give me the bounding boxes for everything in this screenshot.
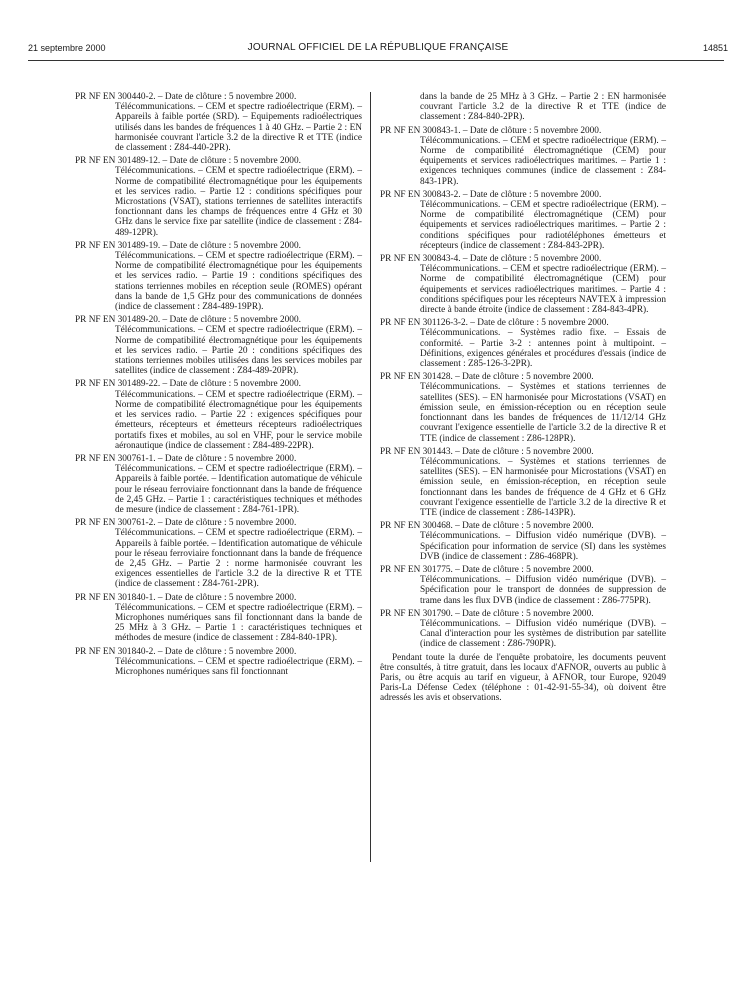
entry-body: Télécommunications. – CEM et spectre radioélectrique (ERM). – Norme de compatibilité électromagnétique (CEM) pour équipements et services radioélectriques maritimes. – Partie 1 : exigences techniques communes (indice de classement : Z84-843-1PR). [420, 135, 666, 187]
list-item [75, 647, 362, 678]
closing-paragraph: Pendant toute la durée de l'enquête probatoire, les documents peuvent être consultés, à titre gratuit, dans les locaux d'AFNOR, ouverts au public à Paris, ou être acquis au tarif en vigueur, à AFNOR, tour Europe, 92049 Paris-La Défense Cedex (téléphone : 01-42-91-55-34), où doivent être adressés les avis et observations. [380, 652, 666, 704]
left-column [75, 92, 362, 680]
list-item [75, 518, 362, 589]
list-item [380, 372, 666, 443]
list-item [75, 379, 362, 450]
entry-body: Télécommunications. – CEM et spectre radioélectrique (ERM). – Norme de compatibilité électromagnétique (CEM) pour équipements et services radioélectriques maritimes. – Partie 4 : conditions spécifiques pour les récepteurs NAVTEX à impression directe à bande étroite (indice de classement : Z84-843-4PR). [420, 264, 666, 316]
list-item [75, 315, 362, 376]
entry-body: Télécommunications. – Diffusion vidéo numérique (DVB). – Spécification pour le transport de données de suppression de trame dans les flux DVB (indice de classement : Z86-775PR). [420, 575, 666, 606]
list-item [75, 454, 362, 515]
list-item [380, 447, 666, 518]
list-item [380, 254, 666, 315]
right-column [380, 92, 666, 704]
entry-head: PR NF EN 301840-1. – Date de clôture : 5 novembre 2000. [75, 592, 297, 603]
entry-head: PR NF EN 301775. – Date de clôture : 5 novembre 2000. [380, 564, 594, 575]
entry-body: Télécommunications. – CEM et spectre radioélectrique (ERM). – Norme de compatibilité électromagnétique pour les équipements et les services radio. – Partie 22 : exigences spécifiques pour émetteurs, récepteurs et émetteurs récepteurs radioélectriques portatifs fixes et mobiles, au sol en VHF, pour le service mobile aéronautique (indice de classement : Z84-489-22PR). [115, 389, 362, 451]
entry-body: Télécommunications. – CEM et spectre radioélectrique (ERM). – Microphones numériques sans fil fonctionnant [115, 656, 362, 677]
list-item [75, 92, 362, 153]
entry-head: PR NF EN 301489-19. – Date de clôture : 5 novembre 2000. [75, 240, 301, 251]
list-item [380, 126, 666, 187]
entry-head: PR NF EN 301126-3-2. – Date de clôture : 5 novembre 2000. [380, 318, 609, 329]
entry-continuation: dans la bande de 25 MHz à 3 GHz. – Partie 2 : EN harmonisée couvrant l'article 3.2 de la directive R et TTE (indice de classement : Z84-840-2PR). [420, 92, 666, 123]
list-item [380, 190, 666, 251]
header-date: 21 septembre 2000 [28, 43, 106, 53]
entry-head: PR NF EN 301489-12. – Date de clôture : 5 novembre 2000. [75, 156, 301, 167]
list-item [380, 565, 666, 606]
list-item [75, 593, 362, 644]
list-item [380, 609, 666, 650]
page-number: 14851 [702, 43, 728, 53]
entry-body: Télécommunications. – CEM et spectre radioélectrique (ERM). – Norme de compatibilité électromagnétique pour les équipements et les services radio. – Partie 19 : conditions spécifiques des stations terriennes mobiles en réception seule (ROMES) opérant dans la bande de 1,5 GHz pour des communications de données (indice de classement : Z84-489-19PR). [115, 251, 362, 313]
column-divider [370, 92, 371, 862]
entry-head: PR NF EN 300468. – Date de clôture : 5 novembre 2000. [380, 521, 594, 532]
entry-body: Télécommunications. – CEM et spectre radioélectrique (ERM). – Microphones numériques sans fil fonctionnant dans la bande de 25 MHz à 3 GHz. – Partie 1 : caractéristiques techniques et méthodes de mesure (indice de classement : Z84-840-1PR). [115, 602, 362, 644]
entry-head: PR NF EN 300440-2. – Date de clôture : 5 novembre 2000. [75, 92, 297, 102]
entry-head: PR NF EN 301428. – Date de clôture : 5 novembre 2000. [380, 372, 594, 383]
entry-body: Télécommunications. – Diffusion vidéo numérique (DVB). – Canal d'interaction pour les systèmes de distribution par satellite (indice de classement : Z86-790PR). [420, 618, 666, 650]
list-item [75, 156, 362, 238]
entry-head: PR NF EN 300843-2. – Date de clôture : 5 novembre 2000. [380, 189, 602, 200]
entry-head: PR NF EN 300843-1. – Date de clôture : 5 novembre 2000. [380, 125, 602, 136]
list-item [380, 521, 666, 562]
list-item [380, 92, 666, 123]
entry-body: Télécommunications. – CEM et spectre radioélectrique (ERM). – Norme de compatibilité électromagnétique pour les équipements et les services radio. – Partie 12 : conditions spécifiques pour Microstations (VSAT), stations terriennes de satellites interactifs fonctionnant dans les champs de fréquences entre 4 GHz et 30 GHz dans le service fixe par satellite (indice de classement : Z84-489-12PR). [115, 166, 362, 238]
entry-body: Télécommunications. – CEM et spectre radioélectrique (ERM). – Appareils à faible portée (SRD). – Equipements radioélectriques utilisés dans les bandes de fréquences 1 à 40 GHz. – Partie 2 : EN harmonisée couvrant l'article 3.2 de la directive R et TTE (indice de classement : Z84-440-2PR). [115, 102, 362, 154]
entry-head: PR NF EN 300843-4. – Date de clôture : 5 novembre 2000. [380, 254, 602, 265]
entry-body: Télécommunications. – CEM et spectre radioélectrique (ERM). – Norme de compatibilité électromagnétique pour les équipements et les services radio. – Partie 20 : conditions spécifiques des stations terriennes mobiles utilisées dans les services mobiles par satellites (indice de classement : Z84-489-20PR). [115, 325, 362, 377]
entry-body: Télécommunications. – CEM et spectre radioélectrique (ERM). – Norme de compatibilité électromagnétique (CEM) pour équipements et services radioélectriques maritimes. – Partie 2 : conditions spécifiques pour radiotéléphones émetteurs et récepteurs (indice de classement : Z84-843-2PR). [420, 200, 666, 251]
list-item [380, 318, 666, 369]
entry-body: Télécommunications. – Systèmes et stations terriennes de satellites (SES). – EN harmonisée pour Microstations (VSAT) en émission seule, en émission-réception, en réception seule fonctionnant dans les bandes de fréquence de 4 GHz et 6 GHz couvrant l'exigence essentielle de l'article 3.2 de la directive R et TTE (indice de classement : Z86-143PR). [420, 456, 666, 518]
entry-body: Télécommunications. – CEM et spectre radioélectrique (ERM). – Appareils à faible portée. – Identification automatique de véhicule pour le réseau ferroviaire fonctionnant dans la bande de fréquence de 2,45 GHz. – Partie 2 : norme harmonisée couvrant les exigences essentielles de l'article 3.2 de la directive R et TTE (indice de classement : Z84-761-2PR). [115, 528, 362, 590]
entry-head: PR NF EN 300761-1. – Date de clôture : 5 novembre 2000. [75, 453, 297, 464]
entry-head: PR NF EN 301489-20. – Date de clôture : 5 novembre 2000. [75, 315, 301, 326]
journal-title: JOURNAL OFFICIEL DE LA RÉPUBLIQUE FRANÇAISE [247, 42, 509, 53]
header-rule [28, 60, 724, 61]
entry-body: Télécommunications. – Diffusion vidéo numérique (DVB). – Spécification pour information de service (SI) dans les systèmes DVB (indice de classement : Z86-468PR). [420, 531, 666, 562]
entry-head: PR NF EN 301443. – Date de clôture : 5 novembre 2000. [380, 446, 594, 457]
entry-head: PR NF EN 301840-2. – Date de clôture : 5 novembre 2000. [75, 646, 297, 657]
entry-body: Télécommunications. – Systèmes et stations terriennes de satellites (SES). – EN harmonisée pour Microstations (VSAT) en émission seule, en émission-réception ou en réception seule fonctionnant dans les bandes de fréquences de 11/12/14 GHz couvrant l'exigence essentielle de l'article 3.2 de la directive R et TTE (indice de classement : Z86-128PR). [420, 382, 666, 444]
page-header [28, 40, 728, 56]
list-item [75, 241, 362, 312]
entry-head: PR NF EN 301790. – Date de clôture : 5 novembre 2000. [380, 608, 594, 619]
entry-body: Télécommunications. – CEM et spectre radioélectrique (ERM). – Appareils à faible portée. – Identification automatique de véhicule pour le réseau ferroviaire fonctionnant dans la bande de fréquence de 2,45 GHz. – Partie 1 : caractéristiques techniques et méthodes de mesure (indice de classement : Z84-761-1PR). [115, 464, 362, 515]
entry-body: Télécommunications. – Systèmes radio fixe. – Essais de conformité. – Partie 3-2 : antennes point à multipoint. – Définitions, exigences générales et procédures d'essais (indice de classement : Z85-126-3-2PR). [420, 328, 666, 370]
entry-head: PR NF EN 300761-2. – Date de clôture : 5 novembre 2000. [75, 518, 297, 529]
entry-head: PR NF EN 301489-22. – Date de clôture : 5 novembre 2000. [75, 379, 301, 390]
